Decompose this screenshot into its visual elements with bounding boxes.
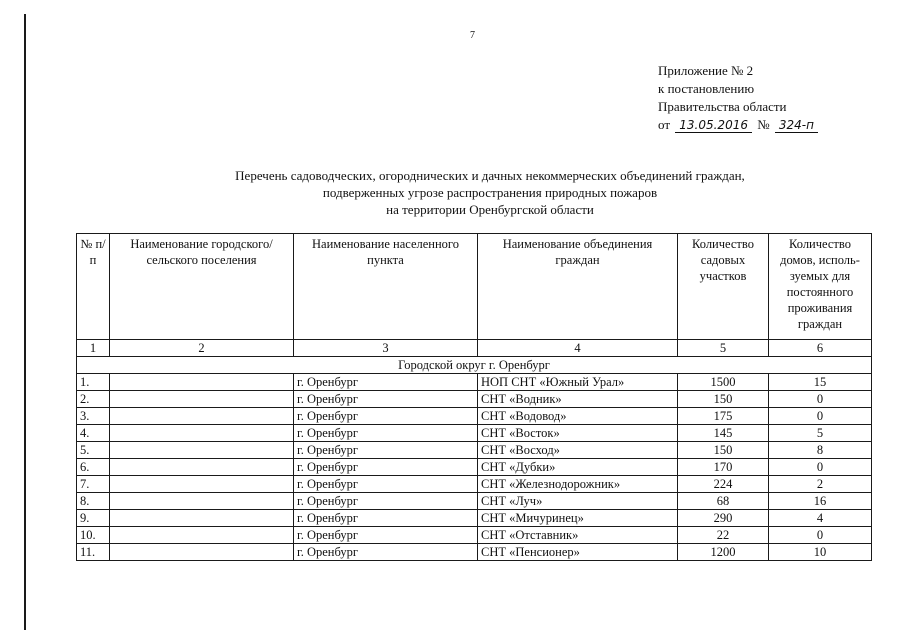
table-row bbox=[77, 544, 872, 561]
row-houses: 10 bbox=[769, 544, 872, 561]
row-settlement bbox=[110, 510, 294, 527]
associations-table bbox=[76, 233, 872, 561]
page-number: 7 bbox=[470, 30, 475, 41]
left-margin-rule bbox=[24, 14, 26, 630]
row-houses: 8 bbox=[769, 442, 872, 459]
row-plots: 170 bbox=[678, 459, 769, 476]
row-number: 8. bbox=[77, 493, 110, 510]
column-number: 1 bbox=[77, 340, 110, 357]
row-plots: 150 bbox=[678, 442, 769, 459]
row-number: 5. bbox=[77, 442, 110, 459]
row-plots: 290 bbox=[678, 510, 769, 527]
row-locality: г. Оренбург bbox=[294, 510, 478, 527]
number-prefix: № bbox=[757, 117, 770, 132]
row-locality: г. Оренбург bbox=[294, 391, 478, 408]
date-prefix: от bbox=[658, 117, 671, 132]
row-locality: г. Оренбург bbox=[294, 442, 478, 459]
table-row bbox=[77, 425, 872, 442]
row-settlement bbox=[110, 374, 294, 391]
table-row bbox=[77, 527, 872, 544]
row-settlement bbox=[110, 544, 294, 561]
row-number: 3. bbox=[77, 408, 110, 425]
row-settlement bbox=[110, 408, 294, 425]
row-houses: 0 bbox=[769, 408, 872, 425]
row-settlement bbox=[110, 476, 294, 493]
row-houses: 2 bbox=[769, 476, 872, 493]
row-houses: 5 bbox=[769, 425, 872, 442]
row-association: СНТ «Луч» bbox=[478, 493, 678, 510]
group-row bbox=[77, 357, 872, 374]
row-association: СНТ «Мичуринец» bbox=[478, 510, 678, 527]
row-association: СНТ «Пенсионер» bbox=[478, 544, 678, 561]
row-houses: 0 bbox=[769, 459, 872, 476]
row-settlement bbox=[110, 425, 294, 442]
row-number: 11. bbox=[77, 544, 110, 561]
appendix-block bbox=[658, 62, 820, 134]
table-header-row bbox=[77, 234, 872, 340]
row-association: СНТ «Восток» bbox=[478, 425, 678, 442]
row-houses: 15 bbox=[769, 374, 872, 391]
group-title: Городской округ г. Оренбург bbox=[77, 357, 872, 374]
row-number: 9. bbox=[77, 510, 110, 527]
appendix-line-2: к постановлению bbox=[658, 81, 755, 96]
row-plots: 68 bbox=[678, 493, 769, 510]
table-body bbox=[77, 374, 872, 561]
row-locality: г. Оренбург bbox=[294, 459, 478, 476]
appendix-line-1: Приложение № 2 bbox=[658, 63, 754, 78]
row-number: 6. bbox=[77, 459, 110, 476]
title-line-1: Перечень садоводческих, огороднических и дачных некоммерческих объединений граждан, bbox=[235, 168, 745, 183]
row-association: СНТ «Дубки» bbox=[478, 459, 678, 476]
row-number: 7. bbox=[77, 476, 110, 493]
column-number: 2 bbox=[110, 340, 294, 357]
table-row bbox=[77, 459, 872, 476]
row-houses: 0 bbox=[769, 527, 872, 544]
row-locality: г. Оренбург bbox=[294, 527, 478, 544]
table-row bbox=[77, 391, 872, 408]
row-houses: 0 bbox=[769, 391, 872, 408]
row-houses: 16 bbox=[769, 493, 872, 510]
row-locality: г. Оренбург bbox=[294, 374, 478, 391]
header-plots: Количество садовых участков bbox=[678, 234, 769, 340]
header-locality: Наименование населенного пункта bbox=[294, 234, 478, 340]
column-number: 5 bbox=[678, 340, 769, 357]
row-locality: г. Оренбург bbox=[294, 408, 478, 425]
row-plots: 22 bbox=[678, 527, 769, 544]
table-row bbox=[77, 493, 872, 510]
handwritten-number: 324-п bbox=[775, 119, 818, 133]
row-number: 2. bbox=[77, 391, 110, 408]
row-plots: 1200 bbox=[678, 544, 769, 561]
row-locality: г. Оренбург bbox=[294, 544, 478, 561]
header-association: Наименование объединения граждан bbox=[478, 234, 678, 340]
header-houses: Количество домов, исполь-зуемых для постоянного проживания граждан bbox=[769, 234, 872, 340]
row-number: 1. bbox=[77, 374, 110, 391]
row-number: 4. bbox=[77, 425, 110, 442]
document-title bbox=[180, 167, 800, 218]
header-settlement: Наименование городского/ сельского поселения bbox=[110, 234, 294, 340]
header-number: № п/п bbox=[77, 234, 110, 340]
row-association: СНТ «Водовод» bbox=[478, 408, 678, 425]
row-settlement bbox=[110, 391, 294, 408]
column-number: 6 bbox=[769, 340, 872, 357]
table-row bbox=[77, 510, 872, 527]
table-row bbox=[77, 476, 872, 493]
appendix-date-line bbox=[658, 116, 820, 134]
handwritten-date: 13.05.2016 bbox=[675, 119, 752, 133]
row-plots: 150 bbox=[678, 391, 769, 408]
title-line-3: на территории Оренбургской области bbox=[386, 202, 594, 217]
column-numbers-row bbox=[77, 340, 872, 357]
row-plots: 224 bbox=[678, 476, 769, 493]
row-association: НОП СНТ «Южный Урал» bbox=[478, 374, 678, 391]
row-settlement bbox=[110, 459, 294, 476]
table-row bbox=[77, 408, 872, 425]
row-plots: 1500 bbox=[678, 374, 769, 391]
row-settlement bbox=[110, 527, 294, 544]
row-locality: г. Оренбург bbox=[294, 425, 478, 442]
row-association: СНТ «Восход» bbox=[478, 442, 678, 459]
row-locality: г. Оренбург bbox=[294, 493, 478, 510]
column-number: 4 bbox=[478, 340, 678, 357]
row-locality: г. Оренбург bbox=[294, 476, 478, 493]
row-association: СНТ «Железнодорожник» bbox=[478, 476, 678, 493]
title-line-2: подверженных угрозе распространения природных пожаров bbox=[322, 185, 658, 200]
row-association: СНТ «Отставник» bbox=[478, 527, 678, 544]
table-row bbox=[77, 442, 872, 459]
table-row bbox=[77, 374, 872, 391]
row-plots: 175 bbox=[678, 408, 769, 425]
column-number: 3 bbox=[294, 340, 478, 357]
row-settlement bbox=[110, 442, 294, 459]
row-plots: 145 bbox=[678, 425, 769, 442]
row-settlement bbox=[110, 493, 294, 510]
row-houses: 4 bbox=[769, 510, 872, 527]
appendix-line-3: Правительства области bbox=[658, 99, 787, 114]
row-number: 10. bbox=[77, 527, 110, 544]
row-association: СНТ «Водник» bbox=[478, 391, 678, 408]
